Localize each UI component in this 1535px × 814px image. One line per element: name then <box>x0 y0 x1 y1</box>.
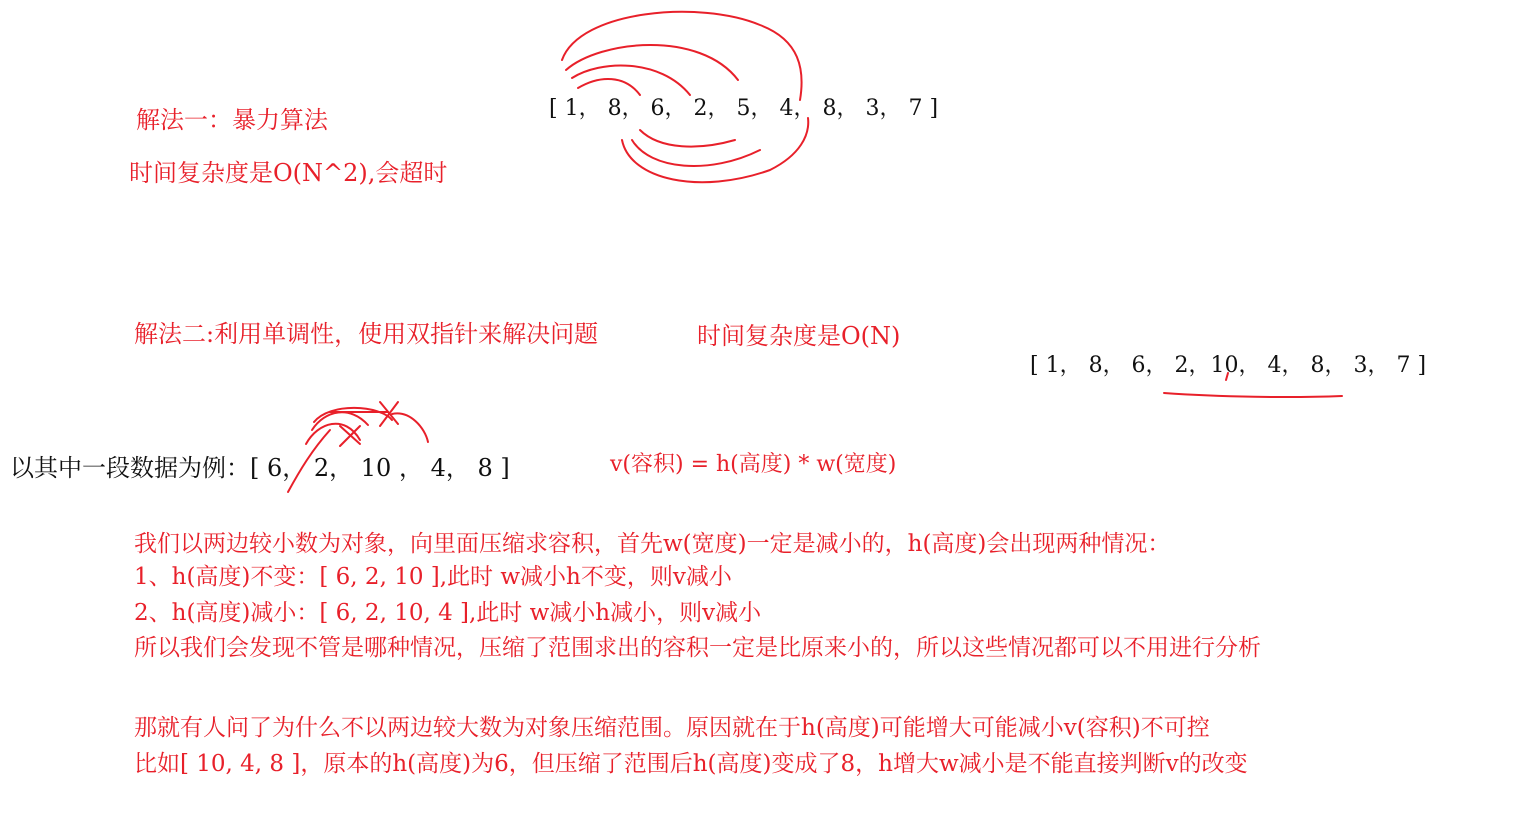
method1-title: 解法一：暴力算法 <box>136 106 328 134</box>
volume-formula: v(容积) = h(高度) * w(宽度) <box>610 452 897 477</box>
question-line-2: 比如[ 10, 4, 8 ]，原本的h(高度)为6，但压缩了范围后h(高度)变成了8，h增大w减小是不能直接判断v的改变 <box>134 751 1248 777</box>
pointer-arc-2 <box>312 412 368 430</box>
method2-title: 解法二:利用单调性，使用双指针来解决问题 <box>134 320 599 348</box>
question-line-1: 那就有人问了为什么不以两边较大数为对象压缩范围。原因就在于h(高度)可能增大可能减小v(容积)不可控 <box>134 715 1210 741</box>
brute-force-arc-upper-2 <box>566 45 738 80</box>
example-label: 以其中一段数据为例：[ 6， 2， 10 ， 4， 8 ] <box>10 454 510 482</box>
cross-mark-right-b <box>380 402 398 426</box>
brute-force-arc-upper-4 <box>578 79 640 95</box>
method1-array: [ 1， 8， 6， 2， 5， 4， 8， 3， 7 ] <box>549 96 939 121</box>
explanation-line-1: 我们以两边较小数为对象，向里面压缩求容积，首先w(宽度)一定是减小的，h(高度)会出现两种情况： <box>134 531 1171 557</box>
cross-mark-left-a <box>340 426 360 444</box>
brute-force-arc-lower-3 <box>640 130 735 147</box>
explanation-line-2: 1、h(高度)不变：[ 6, 2, 10 ],此时 w减小h不变，则v减小 <box>134 564 732 590</box>
brute-force-arc-upper-3 <box>572 65 690 95</box>
explanation-line-3: 2、h(高度)减小：[ 6, 2, 10, 4 ],此时 w减小h减小，则v减小 <box>134 600 762 626</box>
window-underline <box>1164 393 1342 397</box>
method2-complexity: 时间复杂度是O(N) <box>697 322 901 350</box>
cross-mark-left-b <box>340 426 360 446</box>
brute-force-arc-upper-1 <box>562 12 802 100</box>
right-arc <box>392 413 428 442</box>
brute-force-arc-lower-2 <box>632 140 760 166</box>
method1-complexity: 时间复杂度是O(N^2),会超时 <box>129 159 448 187</box>
cross-mark-right-a <box>380 402 398 424</box>
method2-array: [ 1， 8， 6， 2，10， 4， 8， 3， 7 ] <box>1030 353 1427 378</box>
explanation-line-4: 所以我们会发现不管是哪种情况，压缩了范围求出的容积一定是比原来小的，所以这些情况都可以不用进行分析 <box>134 635 1261 661</box>
pointer-arc-3 <box>314 408 392 422</box>
pointer-arc-1 <box>306 424 360 444</box>
brute-force-arc-lower-1 <box>622 118 808 182</box>
